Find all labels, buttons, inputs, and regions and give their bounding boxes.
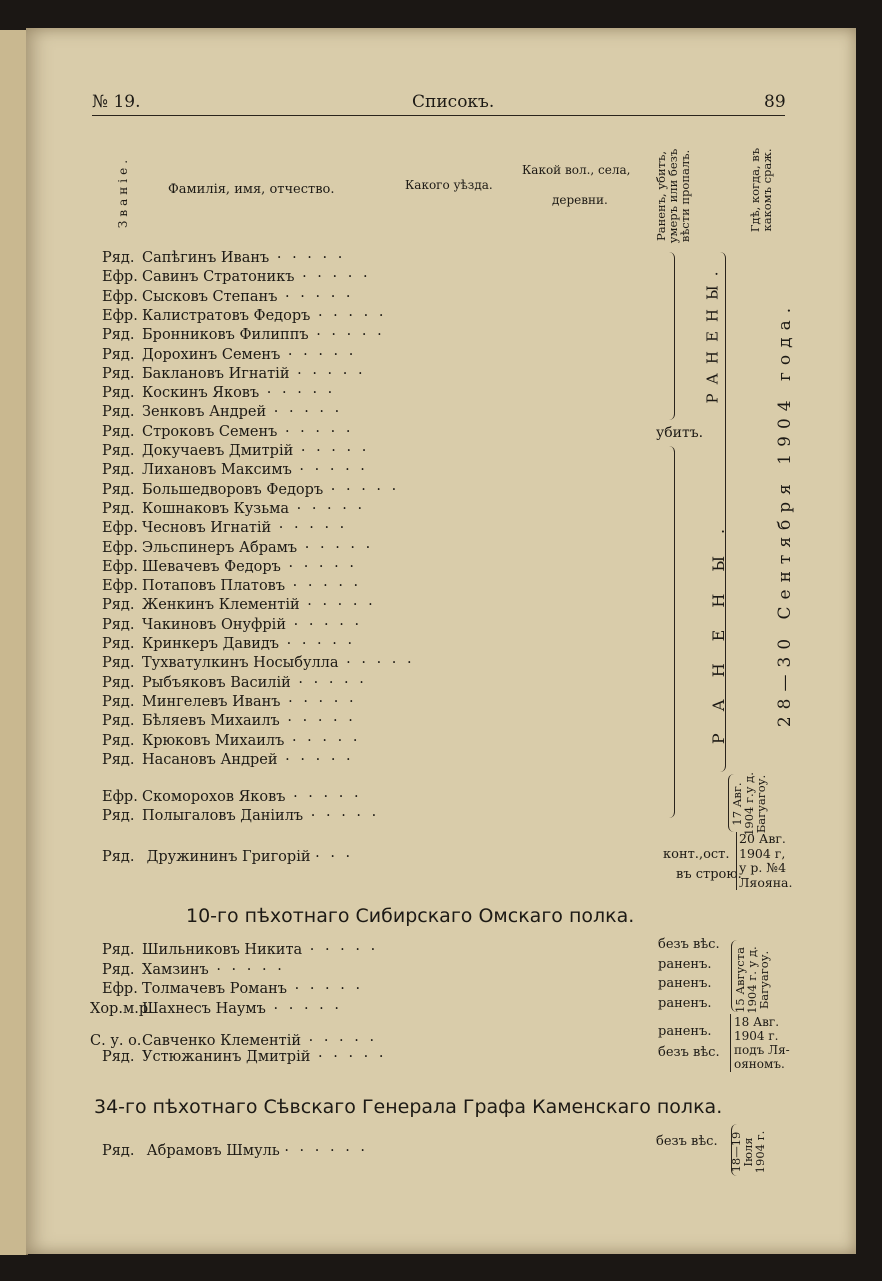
table-row: Ряд. Кринкеръ Давидъ · · · · ·	[102, 636, 356, 652]
rank: Ряд.	[102, 693, 135, 710]
brace-raneny-1	[666, 252, 675, 420]
rank: Ряд.	[102, 942, 135, 958]
date-main: 28—30 Сентября 1904 года.	[775, 300, 796, 728]
rank: Ряд.	[102, 655, 135, 672]
table-row: Ряд. Крюковъ Михаилъ · · · · ·	[102, 732, 361, 749]
table-row: Ряд. Дружининъ Григорій · · ·	[102, 849, 354, 865]
rank: Ефр.	[102, 789, 138, 805]
divider-aug18	[730, 1014, 731, 1072]
casualty-status: раненъ.	[658, 976, 712, 991]
person-name: Коскинъ Яковъ	[142, 385, 260, 402]
sevsk-status: безъ вѣс.	[656, 1134, 718, 1149]
status-raneny-1: РАНЕНЫ.	[703, 262, 722, 404]
table-row: С. у. о.Савченко Клементій · · · · ·	[90, 1033, 378, 1049]
rank: С. у. о.	[90, 1033, 142, 1049]
person-name: Полыгаловъ Даніилъ	[142, 808, 304, 824]
rank: Ряд.	[102, 962, 135, 978]
rank: Ряд.	[102, 385, 135, 402]
person-name: Рыбъяковъ Василій	[142, 674, 291, 691]
druzhinin-status-2: въ строю.	[676, 867, 742, 882]
person-name: Калистратовъ Федоръ	[142, 307, 311, 324]
table-row: Ефр. Шевачевъ Федоръ · · · · ·	[102, 558, 357, 575]
rank: Ефр.	[102, 558, 138, 575]
druzhinin-where: 20 Авг. 1904 г, у р. №4 Ляояна.	[739, 831, 793, 890]
rank: Ефр.	[102, 307, 138, 324]
date-aug18: 18 Авг. 1904 г. подъ Ля- ояномъ.	[734, 1015, 790, 1071]
list-number: № 19.	[92, 92, 141, 112]
rank: Ефр.	[102, 269, 138, 286]
rank: Ряд.	[102, 327, 135, 344]
col-status-header: Раненъ, убитъ, умеръ или безъ вѣсти пропалъ.	[654, 148, 692, 244]
druzhinin-status-1: конт.,ост.	[663, 847, 730, 862]
rank: Ефр.	[102, 520, 138, 537]
table-row: Ефр. Калистратовъ Федоръ · · · · ·	[102, 307, 387, 324]
rank: Ряд.	[102, 808, 135, 824]
table-row: Ряд. Полыгаловъ Даніилъ · · · · ·	[102, 808, 380, 824]
person-name: Потаповъ Платовъ	[142, 578, 286, 595]
brace-raneny-2	[666, 446, 675, 818]
rank: Ряд.	[102, 1049, 135, 1065]
casualty-status: раненъ.	[658, 957, 712, 972]
table-row: Ряд. Абрамовъ Шмуль · · · · · ·	[102, 1143, 369, 1159]
table-row: Ряд. Лихановъ Максимъ · · · · ·	[102, 462, 368, 479]
rank: Ряд.	[102, 423, 135, 440]
person-name: Дружининъ Григорій	[146, 849, 311, 865]
table-row: Ряд. Мингелевъ Иванъ · · · · ·	[102, 693, 357, 710]
person-name: Хамзинъ	[142, 962, 209, 978]
person-name: Абрамовъ Шмуль	[146, 1143, 280, 1159]
table-row: Ряд. Кошнаковъ Кузьма · · · · ·	[102, 500, 366, 517]
person-name: Кринкеръ Давидъ	[142, 636, 280, 652]
person-name: Женкинъ Клементій	[142, 597, 300, 614]
person-name: Зенковъ Андрей	[142, 404, 267, 421]
status-raneny-2: РАНЕНЫ.	[709, 506, 729, 745]
col-rank-header: Званіе.	[116, 155, 130, 229]
rank: Ефр.	[102, 578, 138, 595]
person-name: Докучаевъ Дмитрій	[142, 443, 294, 459]
col-name-header: Фамилія, имя, отчество.	[168, 182, 335, 197]
date-aug17: 17 Авг. 1904 г.у д. Багуагоу.	[730, 772, 768, 836]
table-row: Ряд. Сапѣгинъ Иванъ · · · · ·	[102, 250, 346, 266]
person-name: Тухватулкинъ Носыбулла	[142, 655, 339, 672]
rank: Ряд.	[102, 636, 135, 652]
table-row: Ефр. Толмачевъ Романъ · · · · ·	[102, 981, 364, 997]
table-row: Ряд. Дорохинъ Семенъ · · · · ·	[102, 346, 357, 363]
col-village-header-1: Какой вол., села,	[522, 163, 631, 177]
table-row: Хор.м.р.Шахнесъ Наумъ · · · · ·	[90, 1001, 342, 1017]
person-name: Толмачевъ Романъ	[142, 981, 287, 997]
person-name: Лихановъ Максимъ	[142, 462, 292, 479]
person-name: Баклановъ Игнатій	[142, 365, 290, 382]
rank: Ряд.	[102, 443, 135, 459]
person-name: Дорохинъ Семенъ	[142, 346, 281, 363]
rank: Ряд.	[102, 346, 135, 363]
rank: Ряд.	[102, 616, 135, 633]
casualty-status: безъ вѣс.	[658, 937, 720, 952]
rank: Ряд.	[102, 751, 135, 768]
person-name: Сапѣгинъ Иванъ	[142, 250, 270, 266]
person-name: Насановъ Андрей	[142, 751, 278, 768]
table-row: Ряд. Женкинъ Клементій · · · · ·	[102, 597, 376, 614]
table-row: Ряд. Тухватулкинъ Носыбулла · · · · ·	[102, 655, 415, 672]
person-name: Шахнесъ Наумъ	[142, 1001, 266, 1017]
person-name: Шильниковъ Никита	[142, 942, 303, 958]
rank: Ефр.	[102, 539, 138, 556]
table-row: Ряд. Бронниковъ Филиппъ · · · · ·	[102, 327, 385, 344]
table-row: Ряд. Рыбъяковъ Василій · · · · ·	[102, 674, 367, 691]
person-name: Скоморохов Яковъ	[142, 789, 286, 805]
date-aug15: 15 Августа 1904 г. у д. Багуагоу.	[733, 946, 771, 1014]
person-name: Бронниковъ Филиппъ	[142, 327, 309, 344]
header-rule	[92, 115, 785, 116]
person-name: Сысковъ Степанъ	[142, 288, 278, 305]
rank: Ефр.	[102, 288, 138, 305]
rank: Хор.м.р.	[90, 1001, 153, 1017]
person-name: Чесновъ Игнатій	[142, 520, 272, 537]
person-name: Шевачевъ Федоръ	[142, 558, 281, 575]
section-title-omsk: 10-го пѣхотнаго Сибирскаго Омскаго полка.	[186, 905, 635, 927]
table-row: Ефр. Скоморохов Яковъ · · · · ·	[102, 789, 362, 805]
section-title-sevsk: 34-го пѣхотнаго Сѣвскаго Генерала Графа Каменскаго полка.	[94, 1096, 723, 1118]
table-row: Ряд. Устюжанинъ Дмитрій · · · · ·	[102, 1049, 387, 1065]
rank: Ряд.	[102, 1143, 135, 1159]
table-row: Ряд. Баклановъ Игнатій · · · · ·	[102, 365, 366, 382]
rank: Ряд.	[102, 500, 135, 517]
rank: Ряд.	[102, 365, 135, 382]
table-row: Ряд. Строковъ Семенъ · · · · ·	[102, 423, 354, 440]
person-name: Крюковъ Михаилъ	[142, 732, 285, 749]
person-name: Эльспинеръ Абрамъ	[142, 539, 298, 556]
person-name: Савинъ Стратоникъ	[142, 269, 295, 286]
page-number: 89	[764, 92, 786, 112]
adjacent-page-edge	[0, 30, 28, 1255]
status-ubit: убитъ.	[656, 425, 704, 441]
rank: Ряд.	[102, 713, 135, 730]
rank: Ряд.	[102, 849, 135, 865]
person-name: Строковъ Семенъ	[142, 423, 278, 440]
rank: Ряд.	[102, 597, 135, 614]
table-row: Ряд. Докучаевъ Дмитрій · · · · ·	[102, 443, 370, 459]
rank: Ряд.	[102, 250, 135, 266]
table-row: Ряд. Насановъ Андрей · · · · ·	[102, 751, 354, 768]
table-row: Ряд. Коскинъ Яковъ · · · · ·	[102, 385, 336, 402]
person-name: Бѣляевъ Михаилъ	[142, 713, 280, 730]
table-row: Ефр. Потаповъ Платовъ · · · · ·	[102, 578, 362, 595]
person-name: Устюжанинъ Дмитрій	[142, 1049, 311, 1065]
person-name: Кошнаковъ Кузьма	[142, 500, 290, 517]
rank: Ряд.	[102, 481, 135, 498]
page-title: Списокъ.	[412, 92, 495, 112]
rank: Ряд.	[102, 404, 135, 421]
col-uezd-header: Какого уѣзда.	[405, 178, 493, 192]
col-village-header-2: деревни.	[552, 193, 608, 207]
table-row: Ряд. Чакиновъ Онуфрій · · · · ·	[102, 616, 363, 633]
rank: Ряд.	[102, 732, 135, 749]
rank: Ряд.	[102, 674, 135, 691]
person-name: Савченко Клементій	[142, 1033, 301, 1049]
table-row: Ряд. Хамзинъ · · · · ·	[102, 962, 285, 978]
table-row: Ефр. Сысковъ Степанъ · · · · ·	[102, 288, 354, 305]
casualty-status: раненъ.	[658, 996, 712, 1011]
rank: Ряд.	[102, 462, 135, 479]
date-july: 18—19 Іюля 1904 г.	[729, 1130, 767, 1174]
person-name: Большедворовъ Федоръ	[142, 481, 324, 498]
table-row: Ефр. Эльспинеръ Абрамъ · · · · ·	[102, 539, 374, 556]
rank: Ефр.	[102, 981, 138, 997]
person-name: Чакиновъ Онуфрій	[142, 616, 286, 633]
table-row: Ряд. Бѣляевъ Михаилъ · · · · ·	[102, 713, 356, 730]
person-name: Мингелевъ Иванъ	[142, 693, 281, 710]
table-row: Ряд. Зенковъ Андрей · · · · ·	[102, 404, 343, 421]
table-row: Ряд. Большедворовъ Федоръ · · · · ·	[102, 481, 400, 498]
casualty-status: безъ вѣс.	[658, 1045, 720, 1060]
table-row: Ефр. Савинъ Стратоникъ · · · · ·	[102, 269, 371, 286]
casualty-status: раненъ.	[658, 1024, 712, 1039]
table-row: Ефр. Чесновъ Игнатій · · · · ·	[102, 520, 348, 537]
col-where-header: Гдѣ, когда, въ какомъ сраж.	[748, 147, 774, 233]
brace-date-main	[717, 252, 726, 772]
table-row: Ряд. Шильниковъ Никита · · · · ·	[102, 942, 379, 958]
